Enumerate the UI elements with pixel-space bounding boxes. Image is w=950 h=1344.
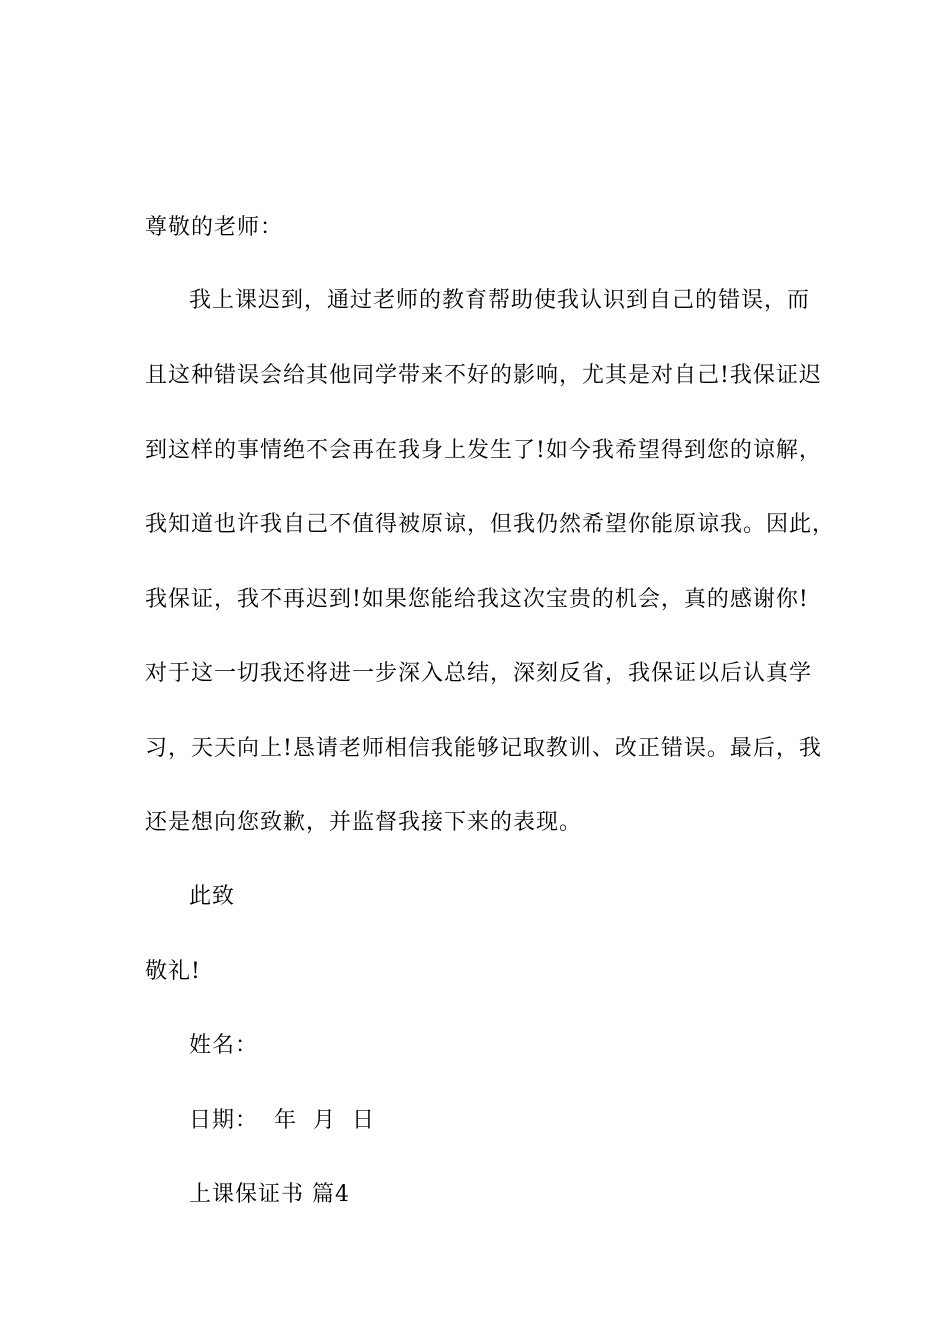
body-line: 且这种错误会给其他同学带来不好的影响，尤其是对自己!我保证迟 (145, 363, 822, 388)
section-title: 上课保证书 篇4 (189, 1182, 350, 1207)
body-line: 我上课迟到，通过老师的教育帮助使我认识到自己的错误，而 (189, 288, 811, 313)
date-label: 日期： 年 月 日 (189, 1108, 375, 1133)
body-line: 我知道也许我自己不值得被原谅，但我仍然希望你能原谅我。因此， (145, 512, 836, 537)
name-label: 姓名： (189, 1033, 259, 1058)
body-line: 习，天天向上!恳请老师相信我能够记取教训、改正错误。最后，我 (145, 736, 822, 761)
body-line: 我保证，我不再迟到!如果您能给我这次宝贵的机会，真的感谢你! (145, 587, 809, 612)
body-line: 还是想向您致歉，并监督我接下来的表现。 (145, 810, 583, 835)
closing-line: 此致 (189, 884, 236, 909)
salutation: 尊敬的老师： (145, 215, 284, 240)
closing-greeting: 敬礼! (145, 959, 201, 984)
body-line: 对于这一切我还将进一步深入总结，深刻反省，我保证以后认真学 (145, 661, 813, 686)
body-line: 到这样的事情绝不会再在我身上发生了!如今我希望得到您的谅解， (145, 438, 822, 463)
